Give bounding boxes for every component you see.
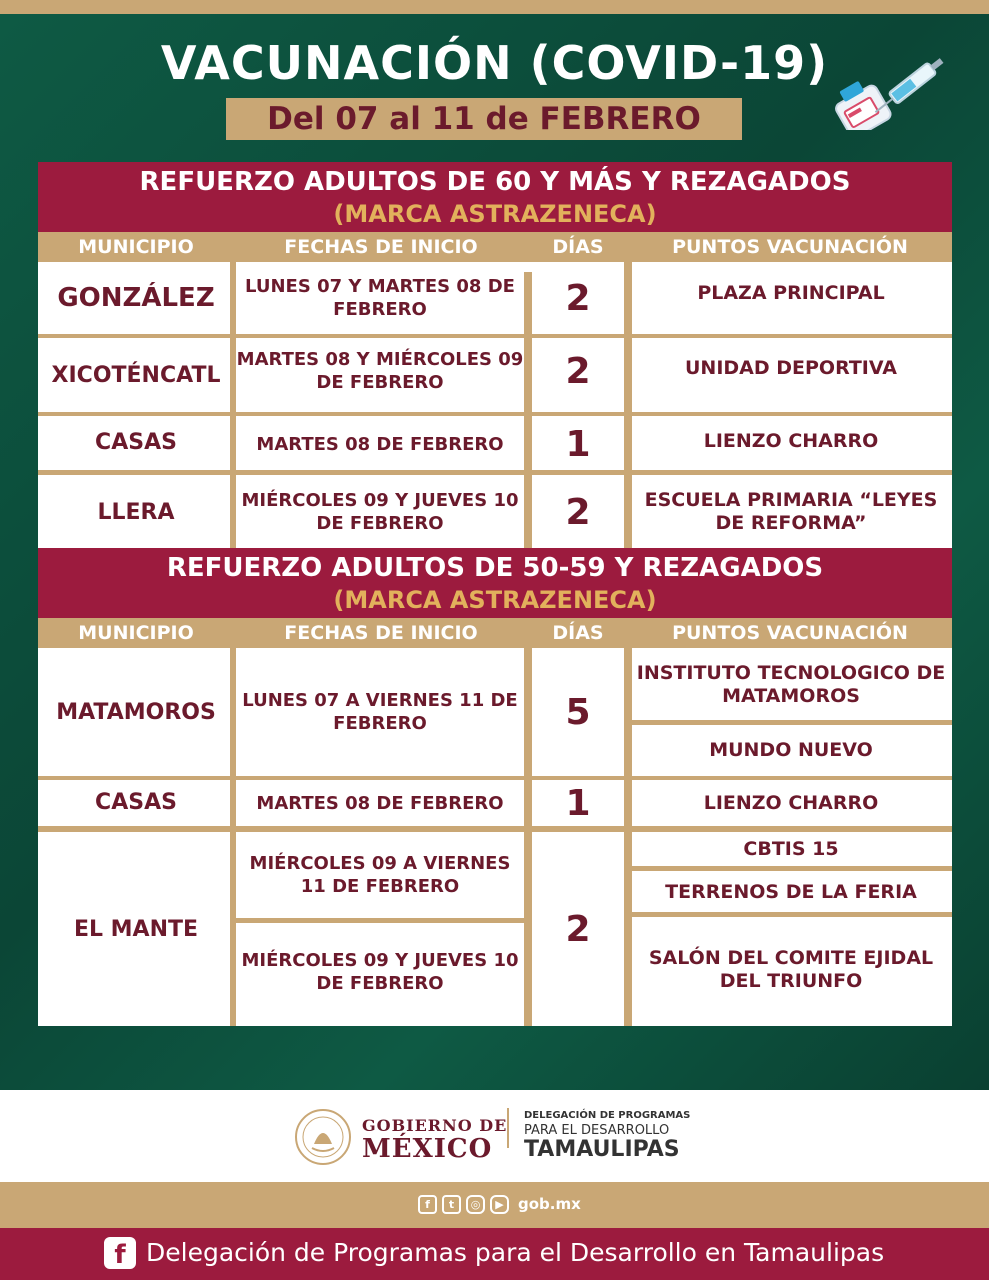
- s1-row3-punto: LIENZO CHARRO: [632, 416, 950, 466]
- s1-row-divider: [38, 412, 952, 416]
- s1-row1-municipio: GONZÁLEZ: [42, 262, 230, 334]
- section2-brand: (MARCA ASTRAZENECA): [333, 586, 657, 614]
- s2-col-fechas: FECHAS DE INICIO: [234, 618, 528, 648]
- s2-elmante-punto-3: SALÓN DEL COMITE EJIDAL DEL TRIUNFO: [632, 918, 950, 1022]
- s2-elmante-municipio: EL MANTE: [42, 832, 230, 1026]
- date-range-banner: Del 07 al 11 de FEBRERO: [226, 98, 742, 140]
- s1-row3-dias: 1: [532, 416, 624, 472]
- s2-cell-divider: [628, 866, 952, 871]
- s2-row-divider: [38, 776, 952, 780]
- s2-col-municipio: MUNICIPIO: [38, 618, 234, 648]
- s2-elmante-fecha-1: MIÉRCOLES 09 A VIERNES 11 DE FEBRERO: [236, 832, 524, 918]
- s2-matamoros-punto-1: INSTITUTO TECNOLOGICO DE MATAMOROS: [632, 650, 950, 720]
- s1-row1-punto: PLAZA PRINCIPAL: [632, 262, 950, 324]
- s1-divider: [524, 272, 532, 548]
- s1-row3-municipio: CASAS: [42, 416, 230, 468]
- s2-divider: [230, 648, 236, 1026]
- top-gold-strip: [0, 0, 989, 14]
- s2-cell-divider: [628, 720, 952, 725]
- logo-divider: [507, 1108, 509, 1148]
- s1-row4-punto: ESCUELA PRIMARIA “LEYES DE REFORMA”: [632, 476, 950, 548]
- page-title: VACUNACIÓN (COVID-19): [160, 36, 829, 90]
- s2-divider: [624, 648, 632, 1026]
- section2-title: REFUERZO ADULTOS DE 50-59 Y REZAGADOS: [166, 553, 824, 583]
- mexico-text: MÉXICO: [362, 1134, 493, 1164]
- s2-col-puntos: PUNTOS VACUNACIÓN: [628, 618, 952, 648]
- s1-col-fechas: FECHAS DE INICIO: [234, 232, 528, 262]
- s1-row2-municipio: XICOTÉNCATL: [42, 338, 230, 412]
- instagram-icon[interactable]: ◎: [466, 1195, 485, 1214]
- s1-row1-dias: 2: [532, 262, 624, 334]
- facebook-page-name[interactable]: Delegación de Programas para el Desarrollo en Tamaulipas: [146, 1238, 885, 1267]
- s1-row4-dias: 2: [532, 476, 624, 548]
- facebook-icon[interactable]: f: [104, 1237, 136, 1269]
- s1-row4-fecha: MIÉRCOLES 09 Y JUEVES 10 DE FEBRERO: [236, 476, 524, 548]
- s1-col-puntos: PUNTOS VACUNACIÓN: [628, 232, 952, 262]
- s1-row2-punto: UNIDAD DEPORTIVA: [632, 338, 950, 398]
- s2-casas-fecha: MARTES 08 DE FEBRERO: [236, 780, 524, 826]
- s2-row-divider: [38, 826, 952, 832]
- s2-cell-divider: [628, 912, 952, 917]
- delegacion-line1: DELEGACIÓN DE PROGRAMAS: [524, 1110, 691, 1121]
- delegacion-line2: PARA EL DESARROLLO: [524, 1123, 670, 1138]
- social-icons: [418, 1195, 509, 1214]
- footer-logos: [0, 1090, 989, 1182]
- s2-elmante-punto-1: CBTIS 15: [632, 832, 950, 866]
- vaccine-vial-syringe-icon: [820, 40, 950, 130]
- s2-casas-municipio: CASAS: [42, 780, 230, 824]
- s1-col-municipio: MUNICIPIO: [38, 232, 234, 262]
- s2-col-dias: DÍAS: [528, 618, 628, 648]
- s1-row1-fecha: LUNES 07 Y MARTES 08 DE FEBRERO: [236, 262, 524, 334]
- gobierno-de-text: GOBIERNO DE: [362, 1116, 508, 1135]
- s1-row-divider: [38, 334, 952, 338]
- s2-matamoros-punto-2: MUNDO NUEVO: [632, 726, 950, 774]
- s1-row2-fecha: MARTES 08 Y MIÉRCOLES 09 DE FEBRERO: [236, 338, 524, 404]
- youtube-icon[interactable]: ▶: [490, 1195, 509, 1214]
- s1-row2-dias: 2: [532, 338, 624, 404]
- s2-divider: [524, 648, 532, 1026]
- section1-brand: (MARCA ASTRAZENECA): [333, 200, 657, 228]
- s2-elmante-dias: 2: [532, 832, 624, 1026]
- facebook-icon[interactable]: f: [418, 1195, 437, 1214]
- website-link[interactable]: gob.mx: [518, 1195, 581, 1213]
- coat-of-arms-seal-icon: [294, 1108, 352, 1166]
- twitter-icon[interactable]: t: [442, 1195, 461, 1214]
- s2-elmante-fecha-2: MIÉRCOLES 09 Y JUEVES 10 DE FEBRERO: [236, 924, 524, 1020]
- s2-matamoros-municipio: MATAMOROS: [42, 648, 230, 776]
- s2-casas-punto: LIENZO CHARRO: [632, 780, 950, 826]
- s2-matamoros-dias: 5: [532, 648, 624, 776]
- s1-row4-municipio: LLERA: [42, 476, 230, 548]
- s1-divider: [624, 262, 632, 548]
- s1-divider: [230, 262, 236, 548]
- s1-row3-fecha: MARTES 08 DE FEBRERO: [236, 416, 524, 472]
- s1-col-dias: DÍAS: [528, 232, 628, 262]
- section1-title: REFUERZO ADULTOS DE 60 Y MÁS Y REZAGADOS: [139, 167, 851, 197]
- s2-matamoros-fecha: LUNES 07 A VIERNES 11 DE FEBRERO: [236, 648, 524, 776]
- section2-header: [38, 548, 952, 618]
- s2-cell-divider: [232, 918, 528, 923]
- s2-elmante-punto-2: TERRENOS DE LA FERIA: [632, 872, 950, 912]
- delegacion-line3: TAMAULIPAS: [524, 1137, 680, 1162]
- s1-row-divider: [38, 470, 952, 475]
- s2-casas-dias: 1: [532, 780, 624, 826]
- section1-header: [38, 162, 952, 232]
